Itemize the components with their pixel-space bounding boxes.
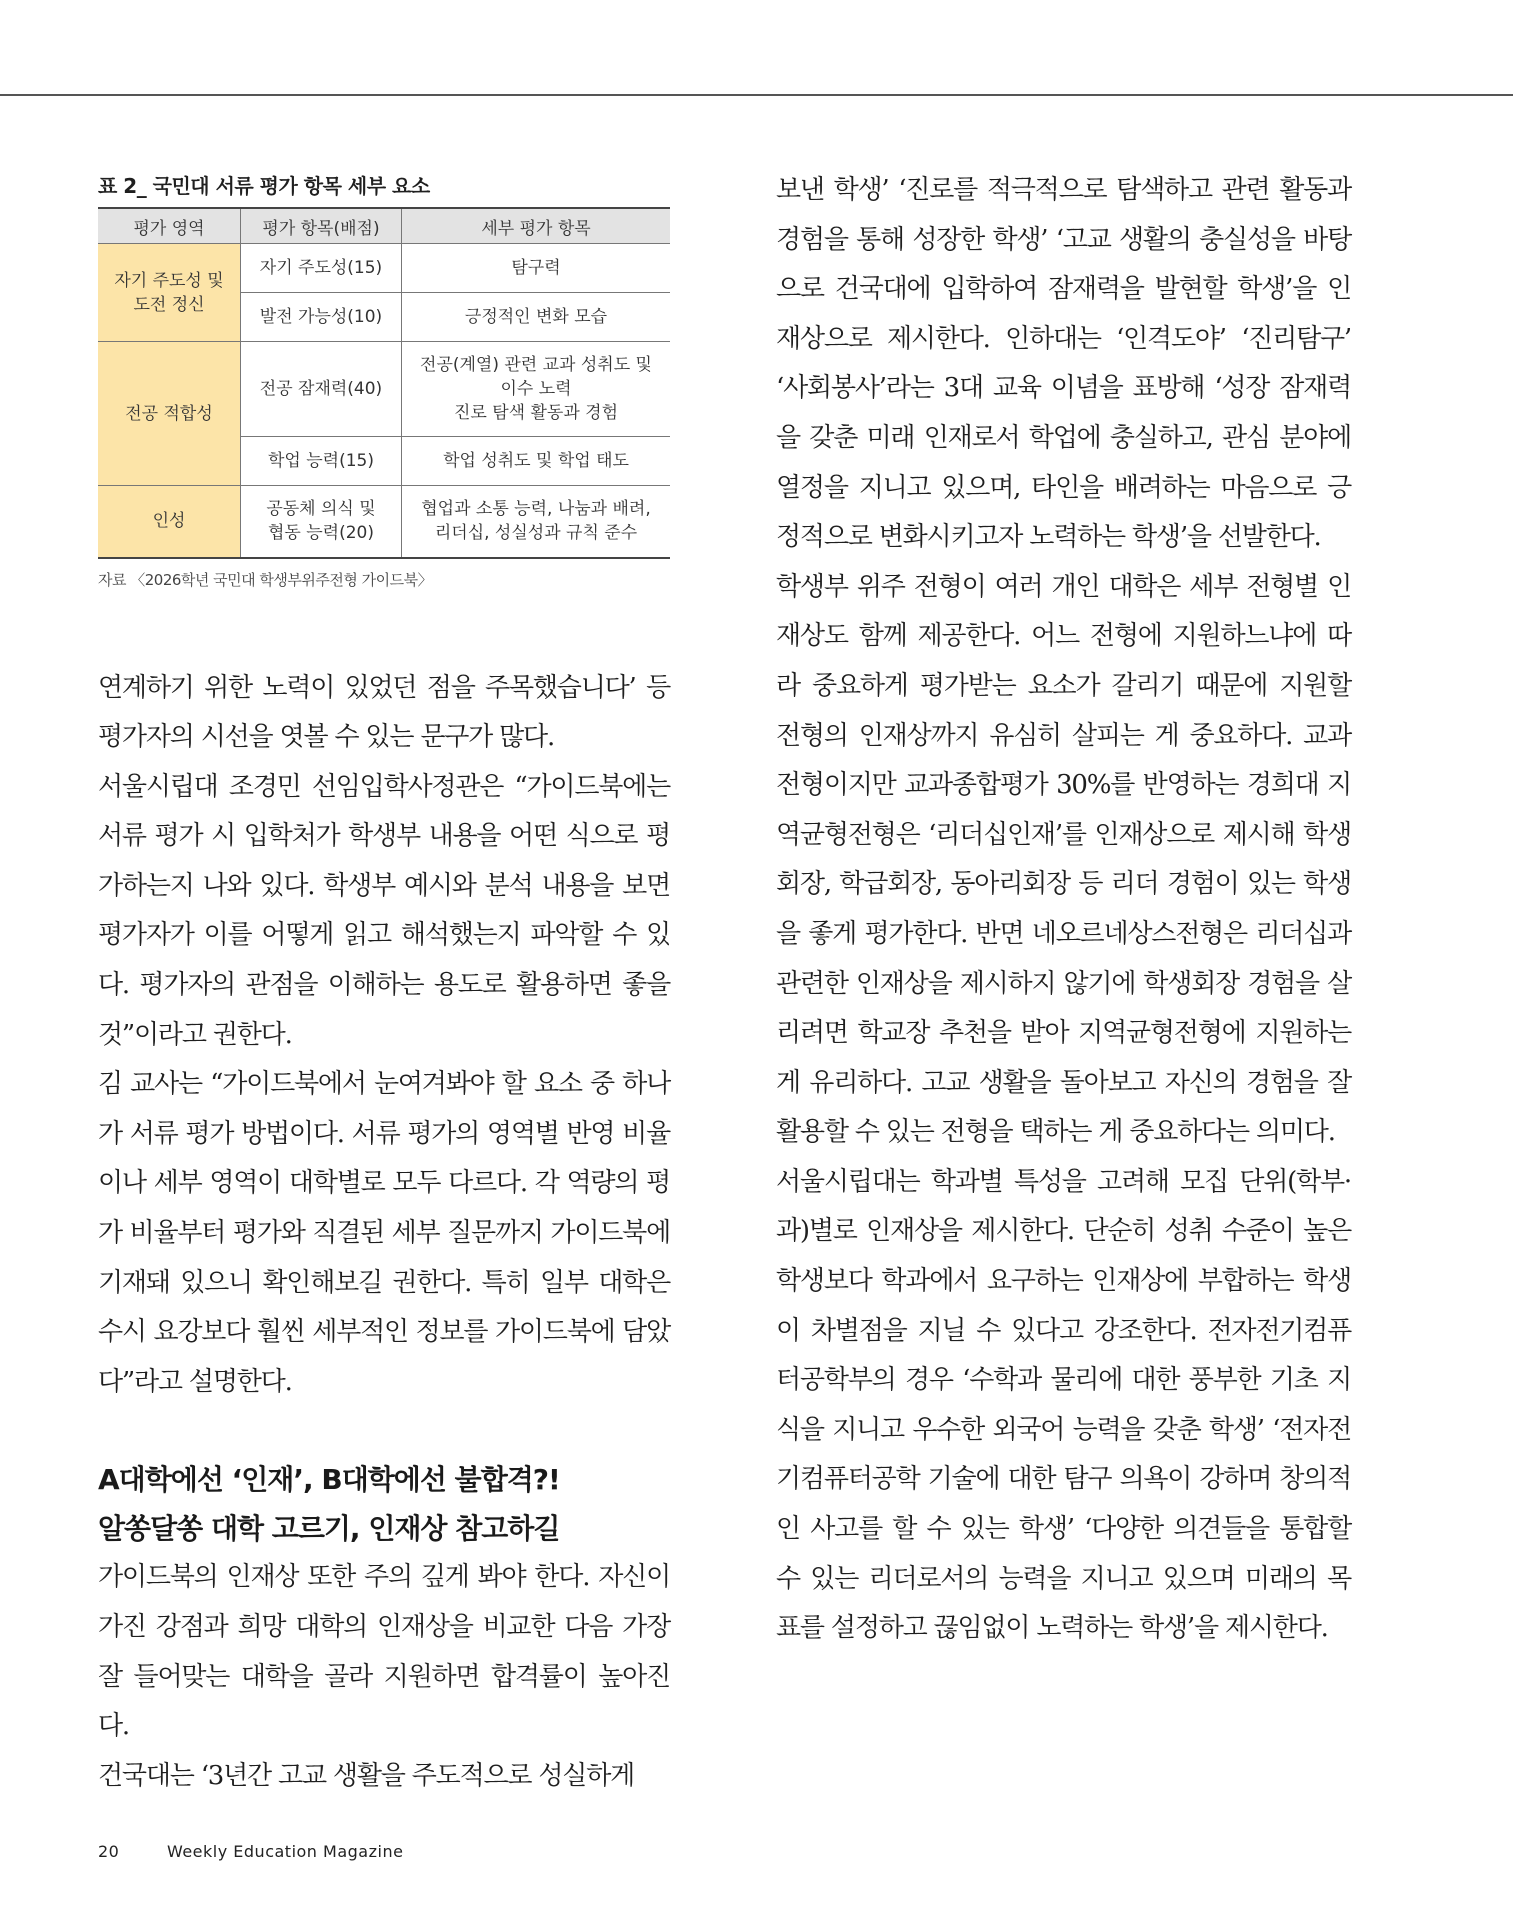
table-cell-item: 학업 능력(15) — [241, 437, 402, 486]
body-paragraph: 서울시립대 조경민 선임입학사정관은 “가이드북에는 서류 평가 시 입학처가 학생부 내용을 어떤 식으로 평가하는지 나와 있다. 학생부 예시와 분석 내용을 보면 평가자가 이를 어떻게 읽고 해석했는지 파악할 수 있다. 평가자의 관점을 이해하는 용도로 활용하면 좋을 것”이라고 권한다. — [98, 771, 670, 1050]
body-paragraph: 서울시립대는 학과별 특성을 고려해 모집 단위(학부·과)별로 인재상을 제시한다. 단순히 성취 수준이 높은 학생보다 학과에서 요구하는 인재상에 부합하는 학생이 차별점을 지닐 수 있다고 강조한다. 전자전기컴퓨터공학부의 경우 ‘수학과 물리에 대한 풍부한 기초 지식을 지니고 우수한 외국어 능력을 갖춘 학생’ ‘전자전기컴퓨터공학 기술에 대한 탐구 의욕이 강하며 창의적인 사고를 할 수 있는 학생’ ‘다양한 의견들을 통합할 수 있는 리더로서의 능력을 지니고 있으며 미래의 목표를 설정하고 끊임없이 노력하는 학생’을 제시한다. — [776, 1166, 1351, 1644]
table-cell-detail: 탐구력 — [402, 244, 671, 293]
table-header-item: 평가 항목(배점) — [241, 208, 402, 244]
evaluation-table — [98, 207, 670, 559]
table-cell-detail: 전공(계열) 관련 교과 성취도 및 이수 노력 진로 탐색 활동과 경험 — [402, 342, 671, 437]
page-number: 20 — [98, 1842, 120, 1861]
table-cell-area: 인성 — [98, 486, 241, 558]
table-header-row — [98, 208, 670, 244]
section-heading-line-2: 알쏭달쏭 대학 고르기, 인재상 참고하길 — [98, 1512, 560, 1546]
table-cell-detail: 긍정적인 변화 모습 — [402, 293, 671, 342]
top-rule — [0, 94, 1513, 96]
table-cell-area: 자기 주도성 및 도전 정신 — [98, 244, 241, 342]
table-cell-area: 전공 적합성 — [98, 342, 241, 486]
table-source: 자료 〈2026학년 국민대 학생부위주전형 가이드북〉 — [98, 570, 433, 589]
body-paragraph: 학생부 위주 전형이 여러 개인 대학은 세부 전형별 인재상도 함께 제공한다. 어느 전형에 지원하느냐에 따라 중요하게 평가받는 요소가 갈리기 때문에 지원할 전형의 인재상까지 유심히 살피는 게 중요하다. 교과전형이지만 교과종합평가 30%를 반영하는 경희대 지역균형전형은 ‘리더십인재’를 인재상으로 제시해 학생회장, 학급회장, 동아리회장 등 리더 경험이 있는 학생을 좋게 평가한다. 반면 네오르네상스전형은 리더십과 관련한 인재상을 제시하지 않기에 학생회장 경험을 살리려면 학교장 추천을 받아 지역균형전형에 지원하는 게 유리하다. 고교 생활을 돌아보고 자신의 경험을 잘 활용할 수 있는 전형을 택하는 게 중요하다는 의미다. — [776, 571, 1351, 1148]
table-header-area: 평가 영역 — [98, 208, 241, 244]
magazine-name: Weekly Education Magazine — [166, 1842, 404, 1861]
body-paragraph: 가이드북의 인재상 또한 주의 깊게 봐야 한다. 자신이 가진 강점과 희망 대학의 인재상을 비교한 다음 가장 잘 들어맞는 대학을 골라 지원하면 합격률이 높아진다. — [98, 1562, 670, 1742]
table-header-detail: 세부 평가 항목 — [402, 208, 671, 244]
page-footer — [98, 1842, 403, 1861]
table-row — [98, 244, 670, 293]
table-row — [98, 342, 670, 437]
table-cell-item: 전공 잠재력(40) — [241, 342, 402, 437]
table-cell-detail: 학업 성취도 및 학업 태도 — [402, 437, 671, 486]
table-row — [98, 486, 670, 558]
table-cell-detail: 협업과 소통 능력, 나눔과 배려, 리더십, 성실성과 규칙 준수 — [402, 486, 671, 558]
body-paragraph: 연계하기 위한 노력이 있었던 점을 주목했습니다’ 등 평가자의 시선을 엿볼 수 있는 문구가 많다. — [98, 672, 670, 753]
table-title: 표 2_ 국민대 서류 평가 항목 세부 요소 — [98, 174, 430, 198]
table-cell-item: 공동체 의식 및 협동 능력(20) — [241, 486, 402, 558]
body-paragraph: 보낸 학생’ ‘진로를 적극적으로 탐색하고 관련 활동과 경험을 통해 성장한 학생’ ‘고교 생활의 충실성을 바탕으로 건국대에 입학하여 잠재력을 발현할 학생’을 인재상으로 제시한다. 인하대는 ‘인격도야’ ‘진리탐구’ ‘사회봉사’라는 3대 교육 이념을 표방해 ‘성장 잠재력을 갖춘 미래 인재로서 학업에 충실하고, 관심 분야에 열정을 지니고 있으며, 타인을 배려하는 마음으로 긍정적으로 변화시키고자 노력하는 학생’을 선발한다. — [776, 175, 1351, 553]
table-cell-item: 발전 가능성(10) — [241, 293, 402, 342]
left-column — [98, 170, 670, 1801]
body-paragraph: 김 교사는 “가이드북에서 눈여겨봐야 할 요소 중 하나가 서류 평가 방법이다. 서류 평가의 영역별 반영 비율이나 세부 영역이 대학별로 모두 다르다. 각 역량의 평가 비율부터 평가와 직결된 세부 질문까지 가이드북에 기재돼 있으니 확인해보길 권한다. 특히 일부 대학은 수시 요강보다 훨씬 세부적인 정보를 가이드북에 담았다”라고 설명한다. — [98, 1069, 670, 1397]
table-cell-item: 자기 주도성(15) — [241, 244, 402, 293]
body-paragraph: 건국대는 ‘3년간 고교 생활을 주도적으로 성실하게 — [98, 1760, 635, 1791]
right-column — [776, 166, 1351, 1654]
section-heading-line-1: A대학에선 ‘인재’, B대학에선 불합격?! — [98, 1463, 560, 1497]
